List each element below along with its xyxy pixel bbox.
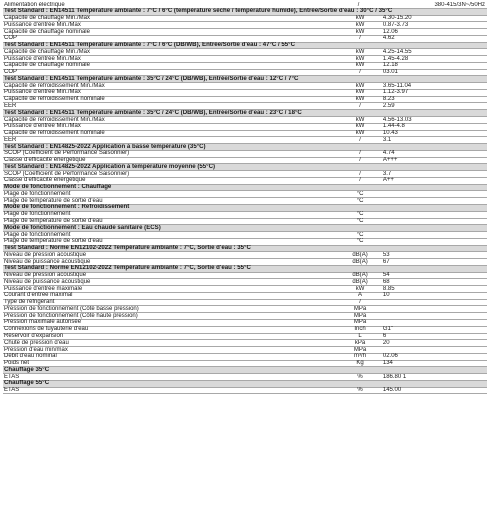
spec-label: Capacité de chauffage nominale	[4, 62, 90, 69]
spec-value: 4.25-14.55	[382, 48, 412, 55]
spec-unit: °C	[356, 238, 364, 245]
spec-label: Niveau de puissance acoustique	[4, 258, 91, 265]
spec-label: Niveau de pression acoustique	[4, 251, 87, 258]
spec-value: 54	[382, 272, 390, 279]
section-title: Test Standard : EN14825-2022 Application à température moyenne (55°C)	[4, 163, 216, 170]
spec-label: Pression d'eau min/max	[4, 346, 68, 353]
spec-label: Capacité de chauffage Min./Max	[4, 15, 90, 22]
spec-unit: %	[357, 373, 363, 380]
spec-unit: /	[359, 35, 361, 42]
spec-unit: kW	[355, 123, 365, 130]
spec-unit: /	[359, 136, 361, 143]
spec-unit: /	[359, 102, 361, 109]
section-title: Mode de fonctionnement : Refroidissement	[4, 204, 130, 211]
section-title: Test Standard : EN14511 Température ambiante : 7°C / 6°C (DB/WB), Entrée/Sortie d'eau : 47°C / 55°C	[4, 42, 296, 49]
spec-label: Pression de fonctionnement (Côté basse pression)	[4, 305, 139, 312]
spec-unit: dB(A)	[352, 272, 368, 279]
spec-unit: dB(A)	[352, 258, 368, 265]
spec-value: 4.56-13.03	[382, 116, 412, 123]
spec-unit: kW	[355, 89, 365, 96]
spec-label: Puissance d'entrée Min./Max	[4, 21, 81, 28]
spec-label: Pression de fonctionnement (Côté haute pression)	[4, 312, 138, 319]
spec-label: Capacité de refroidissement nominale	[4, 130, 105, 137]
section-title: Test Standard : EN14511 Température ambiante : 7°C / 6°C (température sèche / température humide), Entrée/Sortie d'eau : 30°C / 35°C	[4, 8, 393, 15]
spec-value: 2.59	[382, 102, 395, 109]
spec-label: Classe d'efficacité énergétique	[4, 177, 86, 184]
spec-unit: kW	[355, 15, 365, 22]
spec-value: 03.01	[382, 69, 398, 76]
spec-unit: kW	[355, 285, 365, 292]
spec-value: A++	[382, 177, 394, 184]
spec-unit: %	[357, 387, 363, 394]
spec-label: Capacité de refroidissement nominale	[4, 96, 105, 103]
spec-label: EER	[4, 136, 17, 143]
spec-unit: kW	[355, 21, 365, 28]
spec-label: Capacité de chauffage nominale	[4, 28, 90, 35]
spec-unit: m³/h	[354, 353, 367, 360]
spec-unit: /	[359, 299, 361, 306]
spec-unit: /	[359, 170, 361, 177]
spec-label: Capacité de refroidissement Min./Max	[4, 82, 105, 89]
spec-label: Puissance d'entrée Min./Max	[4, 123, 81, 130]
spec-unit: /	[359, 150, 361, 157]
spec-unit: Inch	[354, 326, 366, 333]
spec-unit: kW	[355, 130, 365, 137]
spec-label: Poids net	[4, 360, 30, 367]
spec-value: 20	[382, 339, 390, 346]
spec-label: ETAS	[4, 373, 20, 380]
section-title: Chauffage 55°C	[4, 380, 50, 387]
spec-value: 53	[382, 251, 390, 258]
spec-value: 68	[382, 278, 390, 285]
spec-unit: kW	[355, 96, 365, 103]
spec-unit: kW	[355, 28, 365, 35]
section-title: Test Standard : EN14825-2022 Application à basse température (35°C)	[4, 143, 206, 150]
spec-row	[3, 388, 487, 395]
spec-unit: MPa	[353, 312, 367, 319]
spec-label: Type de réfrigérant	[4, 299, 55, 306]
spec-label: Capacité de refroidissement Min./Max	[4, 116, 105, 123]
spec-label: Plage de température de sortie d'eau	[4, 238, 103, 245]
section-title: Test Standard : EN14511 Température ambiante : 35°C / 24°C (DB/WB), Entrée/Sortie d'eau : 12°C / 7°C	[4, 75, 299, 82]
spec-value: 3.65-11.04	[382, 82, 412, 89]
spec-value: 3.1	[382, 136, 392, 143]
spec-unit: °C	[356, 190, 364, 197]
spec-value: G1"	[382, 326, 394, 333]
spec-label: COP	[4, 69, 18, 76]
spec-value: 134	[382, 360, 393, 367]
spec-value: 4.30-15.20	[382, 15, 412, 22]
spec-label: EER	[4, 102, 17, 109]
spec-label: COP	[4, 35, 18, 42]
spec-label: Niveau de pression acoustique	[4, 272, 87, 279]
spec-value: 8.23	[382, 96, 395, 103]
spec-label: Pression maximale autorisée	[4, 319, 82, 326]
section-title: Mode de fonctionnement : Eau chaude sanitaire (ECS)	[4, 224, 161, 231]
spec-label: Plage de fonctionnement	[4, 211, 71, 218]
spec-unit: MPa	[353, 305, 367, 312]
spec-unit: kW	[355, 48, 365, 55]
spec-unit: /	[359, 69, 361, 76]
spec-value: 4.62	[382, 35, 395, 42]
spec-value: 02.06	[382, 353, 398, 360]
spec-value: 380-415/3N~/50Hz	[434, 1, 485, 8]
spec-value: 145.00	[382, 387, 402, 394]
spec-unit: /	[359, 157, 361, 164]
spec-value: 12.18	[382, 62, 398, 69]
spec-unit: MPa	[353, 319, 367, 326]
spec-unit: kW	[355, 116, 365, 123]
spec-value: 186.80 1	[382, 373, 407, 380]
spec-value: 1.44-4.8	[382, 123, 405, 130]
spec-label: Plage de fonctionnement	[4, 190, 71, 197]
section-title: Test Standard : EN14511 Température ambiante : 35°C / 24°C (DB/WB), Entrée/Sortie d'eau : 23°C / 18°C	[4, 109, 302, 116]
spec-value: 6	[382, 333, 387, 340]
spec-unit: kW	[355, 82, 365, 89]
spec-label: Plage de température de sortie d'eau	[4, 197, 103, 204]
spec-label: Courant d'entrée maximal	[4, 292, 73, 299]
spec-table	[3, 2, 487, 394]
spec-value: 8.85	[382, 285, 395, 292]
spec-unit: kW	[355, 62, 365, 69]
spec-unit: °C	[356, 197, 364, 204]
spec-value: 1.12-3.97	[382, 89, 409, 96]
spec-value: 1.45-4.28	[382, 55, 409, 62]
section-title: Test Standard : Norme EN12102-2022 Température ambiante : 7°C, Sortie d'eau : 35°C	[4, 245, 251, 252]
spec-value: 12.06	[382, 28, 398, 35]
spec-label: Débit d'eau nominal	[4, 353, 57, 360]
spec-label: SCOP (Coefficient de Performance Saisonnier)	[4, 170, 130, 177]
spec-unit: kW	[355, 55, 365, 62]
spec-unit: /	[357, 1, 360, 8]
spec-unit: /	[359, 177, 361, 184]
spec-unit: dB(A)	[352, 278, 368, 285]
spec-value: 67	[382, 258, 390, 265]
spec-value: 10.43	[382, 130, 398, 137]
spec-unit: Kg	[356, 360, 364, 367]
spec-unit: °C	[356, 231, 364, 238]
spec-label: Classe d'efficacité énergétique	[4, 157, 86, 164]
spec-label: Réservoir d'expansion	[4, 333, 64, 340]
spec-unit: A	[358, 292, 363, 299]
section-title: Test Standard : Norme EN12102-2022 Température ambiante : 7°C, Sortie d'eau : 55°C	[4, 265, 251, 272]
spec-unit: MPa	[353, 346, 367, 353]
spec-label: Puissance d'entrée Min./Max	[4, 55, 81, 62]
spec-label: Puissance d'entrée Min./Max	[4, 89, 81, 96]
spec-value: 4.74	[382, 150, 395, 157]
spec-unit: L	[358, 333, 362, 340]
spec-label: Chute de pression d'eau	[4, 339, 69, 346]
spec-unit: dB(A)	[352, 251, 368, 258]
section-title: Chauffage 35°C	[4, 366, 50, 373]
spec-value: 10	[382, 292, 390, 299]
spec-label: Niveau de puissance acoustique	[4, 278, 91, 285]
spec-label: Plage de température de sortie d'eau	[4, 218, 103, 224]
spec-unit: °C	[356, 218, 364, 224]
spec-value: 3.7	[382, 170, 392, 177]
spec-unit: kPa	[354, 339, 366, 346]
spec-label: SCOP (Coefficient de Performance Saisonnier)	[4, 150, 130, 157]
section-title: Mode de fonctionnement : Chauffage	[4, 184, 112, 191]
spec-unit: °C	[356, 211, 364, 218]
spec-label: Puissance d'entrée maximale	[4, 285, 83, 292]
spec-label: Alimentation électrique	[4, 1, 65, 8]
spec-value: 0.87-3.73	[382, 21, 409, 28]
spec-label: Capacité de chauffage Min./Max	[4, 48, 90, 55]
spec-label: Connexions de tuyauterie d'eau	[4, 326, 89, 333]
spec-label: Plage de fonctionnement	[4, 231, 71, 238]
spec-label: ETAS	[4, 387, 20, 394]
spec-value: A+++	[382, 157, 398, 164]
